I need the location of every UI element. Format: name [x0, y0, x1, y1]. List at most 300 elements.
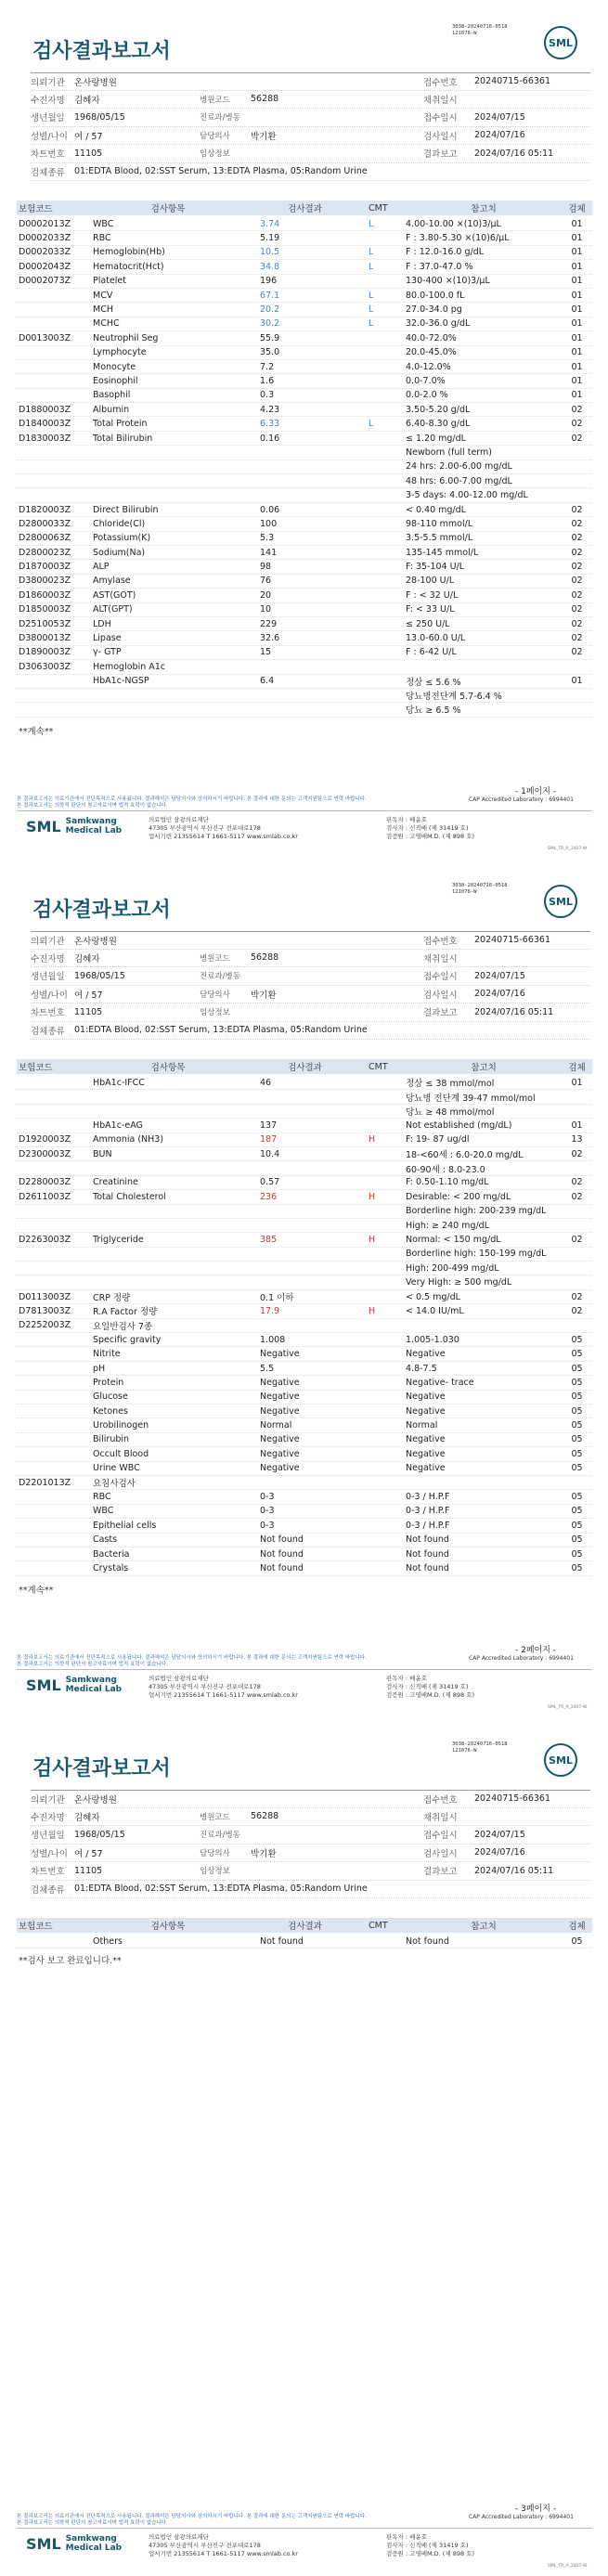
specimen-cell: 05 [571, 1405, 583, 1417]
patient-row: 의뢰기관 온사랑병원 접수번호 20240715-66361 [31, 931, 590, 950]
table-row [17, 1319, 592, 1333]
specimen-cell: 01 [571, 1120, 583, 1131]
result-cell: 34.8 [260, 261, 280, 272]
result-cell: Negative [260, 1463, 300, 1474]
results-table-header: 보험코드 검사항목 검사결과 CMT 참고치 검체 [17, 1059, 592, 1074]
sex-age: 여 / 57 [74, 1848, 103, 1859]
results-table-header: 보험코드 검사항목 검사결과 CMT 참고치 검체 [17, 201, 592, 215]
test-name-cell: Nitrite [93, 1349, 121, 1360]
reported-date: 2024/07/16 05:11 [474, 1865, 554, 1876]
specimen-cell: 01 [571, 261, 583, 272]
table-row [17, 217, 592, 231]
table-row [17, 631, 592, 645]
result-cell: 141 [260, 547, 278, 558]
table-row [17, 589, 592, 602]
test-code-cell: D0002013Z [19, 218, 71, 229]
cap-accreditation: CAP Accredited Laboratory : 6994401 [469, 796, 574, 803]
report-notice: 본 결과보고서는 의료기관에서 진단목적으로 사용됩니다. 결과해석은 담당의사와 상의하시기 바랍니다. 본 결과에 대한 문의는 고객지원팀으로 연락 바랍니다. 본 결과보고서는 의학적 판단의 참고자료이며 법적 효력이 없습니다. [17, 796, 367, 809]
patient-row: 검체종류 01:EDTA Blood, 02:SST Serum, 13:EDTA Plasma, 05:Random Urine [31, 163, 590, 182]
test-name-cell: Total Protein [93, 419, 148, 430]
reference-cell: 98-110 mmol/L [406, 518, 473, 529]
test-code-cell: D2800023Z [19, 547, 71, 558]
test-code-cell: D1920003Z [19, 1134, 71, 1146]
specimen-cell: 02 [571, 1291, 583, 1302]
table-row [17, 1561, 592, 1575]
result-cell: 100 [260, 518, 278, 529]
reference-cell: 4.8-7.5 [406, 1363, 437, 1374]
specimen-cell: 01 [571, 276, 583, 287]
test-name-cell: Total Bilirubin [93, 433, 153, 444]
flag-cell: L [369, 304, 374, 316]
reference-cell: Negative- trace [406, 1377, 474, 1388]
result-cell: 0.57 [260, 1177, 280, 1188]
result-cell: 20 [260, 589, 272, 601]
patient-row: 수진자명 김혜자 병원코드 56288 채취일시 [31, 91, 590, 110]
specimen-types: 01:EDTA Blood, 02:SST Serum, 13:EDTA Plasma, 05:Random Urine [74, 1883, 368, 1895]
result-cell: Not found [260, 1562, 304, 1573]
table-row [17, 1362, 592, 1376]
result-cell: 7.2 [260, 361, 275, 372]
reference-cell: 0.0-7.0% [406, 375, 446, 386]
test-code-cell: D0113003Z [19, 1291, 71, 1302]
chart-number: 11105 [74, 1006, 103, 1017]
table-row [17, 403, 592, 417]
test-name-cell: MCV [93, 290, 113, 301]
table-row [17, 646, 592, 660]
specimen-types: 01:EDTA Blood, 02:SST Serum, 13:EDTA Plasma, 05:Random Urine [74, 166, 368, 177]
reference-cell: 3-5 days: 4.00-12.00 mg/dL [406, 490, 528, 501]
test-name-cell: Ammonia (NH3) [93, 1134, 164, 1146]
test-name-cell: Epithelial cells [93, 1520, 157, 1531]
specimen-cell: 01 [571, 361, 583, 372]
result-cell: 10 [260, 604, 272, 615]
test-code-cell: D3800013Z [19, 633, 71, 644]
result-cell: 0.1 이하 [260, 1293, 294, 1304]
result-cell: 32.6 [260, 633, 280, 644]
test-name-cell: Glucose [93, 1392, 128, 1403]
table-row [17, 346, 592, 360]
test-name-cell: R.A Factor 정량 [93, 1307, 158, 1318]
result-cell: 10.4 [260, 1148, 280, 1159]
flag-cell: L [369, 247, 374, 258]
flag-cell: L [369, 218, 374, 229]
specimen-cell: 05 [571, 1392, 583, 1403]
test-name-cell: Direct Bilirubin [93, 504, 159, 515]
result-cell: Not found [260, 1548, 304, 1560]
table-row [17, 360, 592, 374]
test-name-cell: Hemoglobin(Hb) [93, 247, 165, 258]
reference-cell: < 14.0 IU/mL [406, 1305, 464, 1316]
patient-row: 의뢰기관 온사랑병원 접수번호 20240715-66361 [31, 1790, 590, 1808]
continued-mark: **계속** [19, 727, 54, 737]
footer-staff: 판독자 : 배윤호 검사자 : 신직배 (제 31419 호) 검증원 : 고영배M.D. (제 898 호) [386, 2533, 474, 2557]
result-cell: 76 [260, 576, 272, 587]
test-name-cell: 요침사검사 [93, 1479, 136, 1490]
result-cell: 5.5 [260, 1363, 275, 1374]
test-name-cell: Urobilinogen [93, 1420, 149, 1431]
footer-logo: SML Samkwang Medical Lab [26, 1676, 123, 1694]
specimen-cell: 01 [571, 332, 583, 343]
reported-date: 2024/07/16 05:11 [474, 1006, 554, 1017]
specimen-cell: 05 [571, 1492, 583, 1503]
table-row [17, 1304, 592, 1318]
received-date: 2024/07/15 [474, 970, 525, 981]
test-code-cell: D3063003Z [19, 661, 71, 672]
chart-number: 11105 [74, 1865, 103, 1876]
patient-row: 생년월일 1968/05/15 진료과/병동 접수일시 2024/07/15 [31, 967, 590, 986]
test-name-cell: γ- GTP [93, 647, 122, 658]
document-id: SML_TR_A_2407-W [548, 847, 588, 851]
hospital-code: 56288 [251, 952, 279, 964]
specimen-cell: 02 [571, 1191, 583, 1202]
patient-row: 차트번호 11105 임상정보 결과보고 2024/07/16 05:11 [31, 1862, 590, 1881]
results-table-body [17, 217, 592, 718]
specimen-cell: 01 [571, 247, 583, 258]
specimen-cell: 05 [571, 1534, 583, 1546]
test-code-cell: D1890003Z [19, 647, 71, 658]
table-row [17, 432, 592, 446]
reference-cell: Borderline high: 200-239 mg/dL [406, 1206, 547, 1217]
result-cell: 229 [260, 618, 278, 629]
test-name-cell: Crystals [93, 1562, 129, 1573]
table-row [17, 1534, 592, 1547]
table-row [17, 460, 592, 474]
test-name-cell: MCHC [93, 318, 120, 330]
institution: 온사랑병원 [74, 1794, 117, 1806]
test-code-cell: D2201013Z [19, 1477, 71, 1488]
specimen-cell: 02 [571, 533, 583, 544]
specimen-cell: 02 [571, 433, 583, 444]
test-name-cell: Albumin [93, 404, 130, 415]
reference-cell: Not found [406, 1548, 449, 1560]
test-name-cell: Platelet [93, 276, 126, 287]
flag-cell: L [369, 318, 374, 330]
specimen-cell: 02 [571, 1305, 583, 1316]
reference-cell: 130-400 ×(10)3/μL [406, 276, 490, 287]
table-row [17, 517, 592, 531]
footer-address: 의료법인 삼광의료재단 47305 부산광역시 부산진구 전포대로178 업서기번 21355614 T 1661-5117 www.smlab.co.kr [149, 1675, 298, 1699]
reference-cell: F: 35-104 U/L [406, 562, 465, 573]
table-row [17, 1275, 592, 1289]
report-page-1 [0, 0, 608, 859]
specimen-cell: 05 [571, 1434, 583, 1445]
test-name-cell: HbA1c-IFCC [93, 1077, 145, 1088]
barcode-text: 3038-20240716-0518 121076-W [452, 24, 508, 36]
reference-cell: F : 12.0-16.0 g/dL [406, 247, 485, 258]
birth-date: 1968/05/15 [74, 970, 125, 981]
table-row [17, 1076, 592, 1090]
patient-info [31, 72, 590, 181]
result-cell: 236 [260, 1191, 278, 1202]
test-code-cell: D1870003Z [19, 562, 71, 573]
institution: 온사랑병원 [74, 936, 117, 947]
test-name-cell: RBC [93, 233, 111, 244]
test-code-cell: D0002043Z [19, 261, 71, 272]
hospital-code: 56288 [251, 1811, 279, 1822]
reported-date: 2024/07/16 05:11 [474, 148, 554, 159]
tested-date: 2024/07/16 [474, 989, 525, 1000]
test-name-cell: WBC [93, 218, 114, 229]
table-row [17, 546, 592, 560]
barcode-text: 3038-20240716-0518 121076-W [452, 1741, 508, 1754]
table-row [17, 231, 592, 245]
test-code-cell: D7813003Z [19, 1305, 71, 1316]
page-number: - 3페이지 - [515, 2505, 557, 2514]
test-name-cell: Monocyte [93, 361, 136, 372]
document-id: SML_TR_A_2407-W [548, 2564, 588, 2569]
doctor: 박기환 [251, 1848, 277, 1859]
result-cell: 187 [260, 1134, 278, 1146]
table-row [17, 617, 592, 631]
test-name-cell: LDH [93, 618, 111, 629]
reference-cell: 0-3 / H.P.F [406, 1506, 450, 1517]
result-cell: 385 [260, 1234, 278, 1245]
table-row [17, 446, 592, 460]
reference-cell: Negative [406, 1463, 446, 1474]
table-row [17, 1119, 592, 1133]
specimen-cell: 02 [571, 1177, 583, 1188]
table-row [17, 1090, 592, 1104]
document-id: SML_TR_A_2407-W [548, 1705, 588, 1710]
table-row [17, 1447, 592, 1461]
table-row [17, 1248, 592, 1262]
barcode-text: 3038-20240716-0518 121076-W [452, 883, 508, 895]
reference-cell: F: 0.50-1.10 mg/dL [406, 1177, 489, 1188]
test-code-cell: D1820003Z [19, 504, 71, 515]
specimen-cell: 01 [571, 233, 583, 244]
specimen-cell: 05 [571, 1548, 583, 1560]
tested-date: 2024/07/16 [474, 130, 525, 141]
table-row [17, 1105, 592, 1119]
reference-cell: Negative [406, 1434, 446, 1445]
table-row [17, 1935, 592, 1948]
reference-cell: F : 3.80-5.30 ×(10)6/μL [406, 233, 510, 244]
result-cell: 55.9 [260, 332, 280, 343]
reference-cell: Negative [406, 1448, 446, 1459]
specimen-cell: 05 [571, 1334, 583, 1345]
table-row [17, 1176, 592, 1190]
test-name-cell: pH [93, 1363, 106, 1374]
table-row [17, 503, 592, 517]
report-page-3 [0, 1717, 608, 2576]
test-code-cell: D2510053Z [19, 618, 71, 629]
reference-cell: < 0.5 mg/dL [406, 1291, 460, 1302]
table-row [17, 660, 592, 674]
results-table-body [17, 1935, 592, 1948]
footer-staff: 판독자 : 배윤호 검사자 : 신직배 (제 31419 호) 검증원 : 고영배M.D. (제 898 호) [386, 1675, 474, 1699]
cap-accreditation: CAP Accredited Laboratory : 6994401 [469, 2514, 574, 2520]
specimen-cell: 01 [571, 218, 583, 229]
reference-cell: Not found [406, 1562, 449, 1573]
table-row [17, 560, 592, 574]
patient-row: 검체종류 01:EDTA Blood, 02:SST Serum, 13:EDTA Plasma, 05:Random Urine [31, 1881, 590, 1899]
result-cell: 20.2 [260, 304, 280, 316]
table-row [17, 575, 592, 589]
patient-info [31, 931, 590, 1040]
test-code-cell: D1840003Z [19, 419, 71, 430]
test-name-cell: MCH [93, 304, 113, 316]
reference-cell: High: ≥ 240 mg/dL [406, 1220, 489, 1231]
patient-row: 생년월일 1968/05/15 진료과/병동 접수일시 2024/07/15 [31, 109, 590, 127]
result-cell: 46 [260, 1077, 272, 1088]
report-title: 검사결과보고서 [32, 899, 171, 922]
reference-cell: F : < 32 U/L [406, 589, 459, 601]
footer-divider [17, 2528, 592, 2529]
table-row [17, 374, 592, 388]
reference-cell: 0-3 / H.P.F [406, 1520, 450, 1531]
page-number: - 2페이지 - [515, 1646, 557, 1655]
flag-cell: H [369, 1134, 376, 1146]
test-code-cell: D0002033Z [19, 247, 71, 258]
test-name-cell: Hemoglobin A1c [93, 661, 166, 672]
result-cell: 0-3 [260, 1492, 275, 1503]
table-row [17, 532, 592, 546]
result-cell: 30.2 [260, 318, 280, 330]
table-row [17, 1161, 592, 1175]
test-name-cell: Basophil [93, 390, 131, 401]
table-row [17, 474, 592, 488]
reference-cell: Negative [406, 1349, 446, 1360]
reference-cell: 당뇨 ≥ 6.5 % [406, 705, 461, 717]
specimen-cell: 02 [571, 633, 583, 644]
test-name-cell: ALP [93, 562, 110, 573]
test-code-cell: D1850003Z [19, 604, 71, 615]
reference-cell: 80.0-100.0 fL [406, 290, 465, 301]
table-row [17, 1462, 592, 1476]
specimen-cell: 01 [571, 1077, 583, 1088]
footer-staff: 판독자 : 배윤호 검사자 : 신직배 (제 31419 호) 검증원 : 고영배M.D. (제 898 호) [386, 816, 474, 840]
table-row [17, 275, 592, 289]
reference-cell: 1.005-1.030 [406, 1334, 459, 1345]
specimen-cell: 02 [571, 647, 583, 658]
test-name-cell: 요일반검사 7종 [93, 1321, 153, 1332]
accession-number: 20240715-66361 [474, 76, 551, 87]
reference-cell: Not found [406, 1935, 449, 1947]
reference-cell: Borderline high: 150-199 mg/dL [406, 1249, 547, 1260]
table-row [17, 1405, 592, 1418]
result-cell: Not found [260, 1935, 304, 1947]
result-cell: 1.6 [260, 375, 275, 386]
reference-cell: 0-3 / H.P.F [406, 1492, 450, 1503]
reference-cell: 27.0-34.0 pg [406, 304, 462, 316]
report-title: 검사결과보고서 [32, 1757, 171, 1780]
reference-cell: Negative [406, 1405, 446, 1417]
result-cell: 10.5 [260, 247, 280, 258]
table-row [17, 417, 592, 431]
page-number: - 1페이지 - [515, 787, 557, 796]
specimen-cell: 05 [571, 1377, 583, 1388]
reference-cell: Desirable: < 200 mg/dL [406, 1191, 511, 1202]
patient-name: 김혜자 [74, 95, 100, 106]
specimen-cell: 02 [571, 1148, 583, 1159]
test-name-cell: Others [93, 1935, 123, 1947]
specimen-cell: 05 [571, 1562, 583, 1573]
table-row [17, 1376, 592, 1390]
received-date: 2024/07/15 [474, 1829, 525, 1840]
patient-row: 수진자명 김혜자 병원코드 56288 채취일시 [31, 1808, 590, 1827]
reference-cell: 6.40-8.30 g/dL [406, 419, 471, 430]
result-cell: 137 [260, 1120, 278, 1131]
table-row [17, 317, 592, 331]
test-name-cell: Hematocrit(Hct) [93, 261, 164, 272]
specimen-cell: 01 [571, 304, 583, 316]
table-row [17, 1418, 592, 1432]
test-name-cell: WBC [93, 1506, 114, 1517]
specimen-cell: 05 [571, 1520, 583, 1531]
table-row [17, 303, 592, 317]
reference-cell: 정상 ≤ 38 mmol/mol [406, 1079, 495, 1090]
test-name-cell: Ketones [93, 1405, 128, 1417]
received-date: 2024/07/15 [474, 111, 525, 123]
test-name-cell: ALT(GPT) [93, 604, 133, 615]
result-cell: 4.23 [260, 404, 280, 415]
reference-cell: Normal [406, 1420, 438, 1431]
specimen-cell: 05 [571, 1363, 583, 1374]
reference-cell: 18-<60세 : 6.0-20.0 mg/dL [406, 1150, 524, 1161]
specimen-cell: 01 [571, 390, 583, 401]
test-code-cell: D1880003Z [19, 404, 71, 415]
specimen-cell: 05 [571, 1506, 583, 1517]
test-name-cell: Occult Blood [93, 1448, 149, 1459]
test-code-cell: D0002033Z [19, 233, 71, 244]
reference-cell: 24 hrs: 2.00-6.00 mg/dL [406, 461, 512, 472]
patient-row: 성별/나이 여 / 57 담당의사 박기환 검사일시 2024/07/16 [31, 127, 590, 146]
table-row [17, 689, 592, 703]
result-cell: 0.06 [260, 504, 280, 515]
specimen-cell: 02 [571, 404, 583, 415]
table-row [17, 260, 592, 274]
cap-accreditation: CAP Accredited Laboratory : 6994401 [469, 1655, 574, 1662]
reference-cell: High: 200-499 mg/dL [406, 1262, 499, 1274]
flag-cell: L [369, 419, 374, 430]
table-row [17, 603, 592, 617]
test-name-cell: BUN [93, 1148, 112, 1159]
result-cell: Not found [260, 1534, 304, 1546]
flag-cell: H [369, 1234, 376, 1245]
sex-age: 여 / 57 [74, 131, 103, 142]
table-row [17, 289, 592, 303]
reference-cell: 20.0-45.0% [406, 347, 457, 358]
reference-cell: F : 6-42 U/L [406, 647, 457, 658]
report-notice: 본 결과보고서는 의료기관에서 진단목적으로 사용됩니다. 결과해석은 담당의사와 상의하시기 바랍니다. 본 결과에 대한 문의는 고객지원팀으로 연락 바랍니다. 본 결과보고서는 의학적 판단의 참고자료이며 법적 효력이 없습니다. [17, 1655, 367, 1667]
report-title: 검사결과보고서 [32, 40, 171, 63]
specimen-cell: 02 [571, 576, 583, 587]
sml-logo: SML [544, 885, 577, 918]
reference-cell: ≤ 250 U/L [406, 618, 450, 629]
specimen-cell: 01 [571, 290, 583, 301]
table-row [17, 1147, 592, 1161]
test-name-cell: Bacteria [93, 1548, 130, 1560]
result-cell: 6.33 [260, 419, 280, 430]
reference-cell: 28-100 U/L [406, 576, 455, 587]
table-row [17, 1519, 592, 1533]
test-name-cell: Eosinophil [93, 375, 138, 386]
institution: 온사랑병원 [74, 77, 117, 88]
reference-cell: Negative [406, 1392, 446, 1403]
result-cell: 67.1 [260, 290, 280, 301]
flag-cell: L [369, 261, 374, 272]
reference-cell: 당뇨병 전단계 39-47 mmol/mol [406, 1093, 536, 1104]
table-row [17, 389, 592, 403]
footer-divider [17, 1669, 592, 1670]
result-cell: 35.0 [260, 347, 280, 358]
test-code-cell: D2800033Z [19, 518, 71, 529]
test-code-cell: D3800023Z [19, 576, 71, 587]
footer-logo: SML Samkwang Medical Lab [26, 817, 123, 835]
report-page-2 [0, 859, 608, 1717]
footer-logo: SML Samkwang Medical Lab [26, 2534, 123, 2553]
table-row [17, 1133, 592, 1147]
